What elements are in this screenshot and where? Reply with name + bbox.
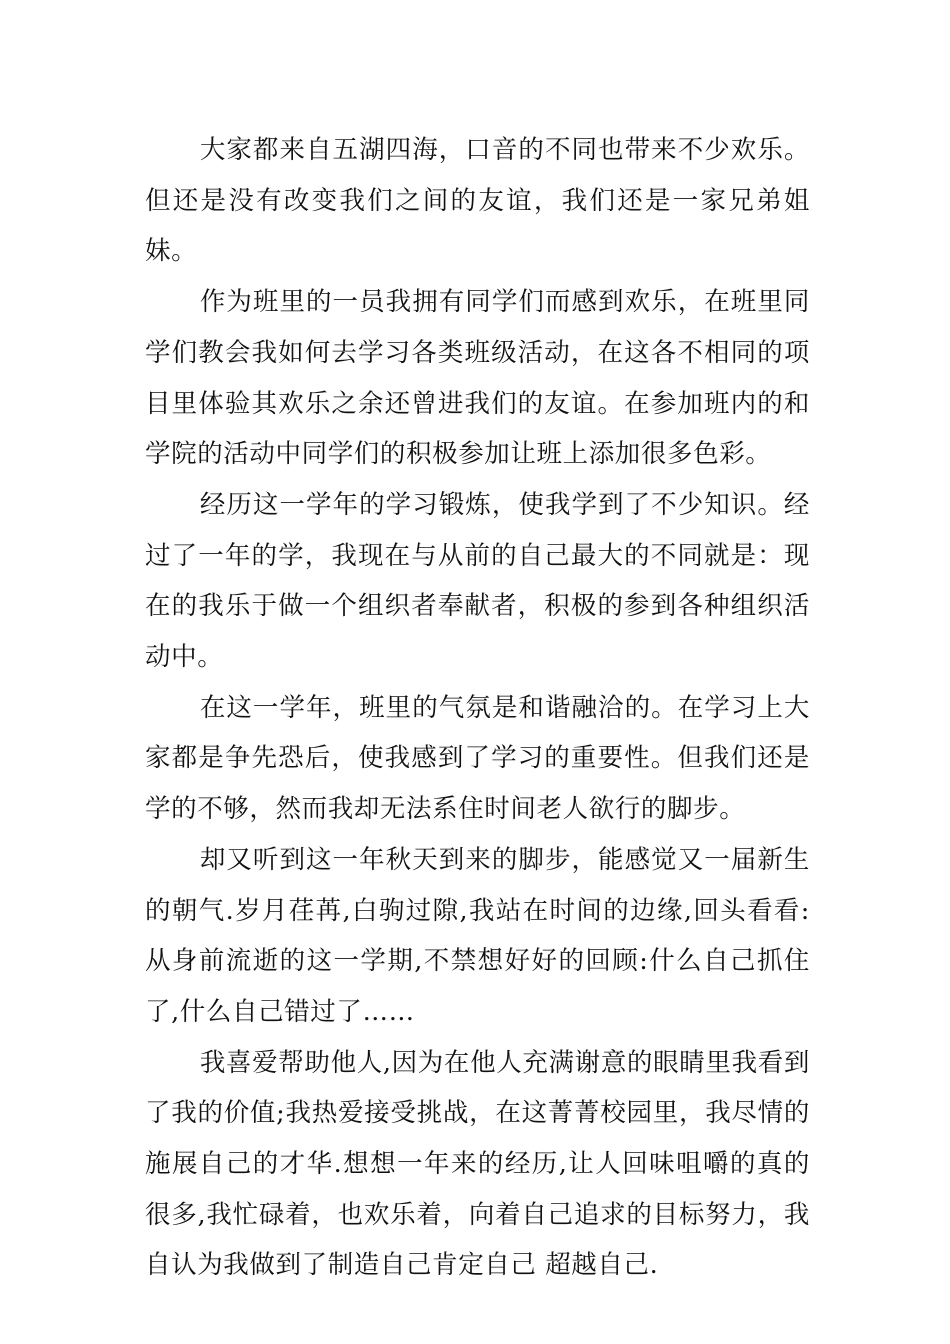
paragraph-2: 作为班里的一员我拥有同学们而感到欢乐，在班里同学们教会我如何去学习各类班级活动，在这各不相同的项目里体验其欢乐之余还曾进我们的友谊。在参加班内的和学院的活动中同学们的积极参加让班上添加很多色彩。 [145,287,810,470]
paragraph-5: 却又听到这一年秋天到来的脚步，能感觉又一届新生的朝气.岁月荏苒,白驹过隙,我站在时间的边缘,回头看看:从身前流逝的这一学期,不禁想好好的回顾:什么自己抓住了,什么自己错过了…… [145,844,810,1027]
paragraph-1: 大家都来自五湖四海，口音的不同也带来不少欢乐。但还是没有改变我们之间的友谊，我们还是一家兄弟姐妹。 [145,135,810,267]
paragraph-4: 在这一学年，班里的气氛是和谐融洽的。在学习上大家都是争先恐后，使我感到了学习的重要性。但我们还是学的不够，然而我却无法系住时间老人欲行的脚步。 [145,692,810,825]
paragraph-6: 我喜爱帮助他人,因为在他人充满谢意的眼睛里我看到了我的价值;我热爱接受挑战，在这菁菁校园里，我尽情的施展自己的才华.想想一年来的经历,让人回味咀嚼的真的很多,我忙碌着，也欢乐着，向着自己追求的目标努力，我自认为我做到了制造自己肯定自己 超越自己. [145,1047,810,1281]
paragraph-3: 经历这一学年的学习锻炼，使我学到了不少知识。经过了一年的学，我现在与从前的自己最大的不同就是：现在的我乐于做一个组织者奉献者，积极的参到各种组织活动中。 [145,489,810,673]
document-body [145,125,810,1291]
